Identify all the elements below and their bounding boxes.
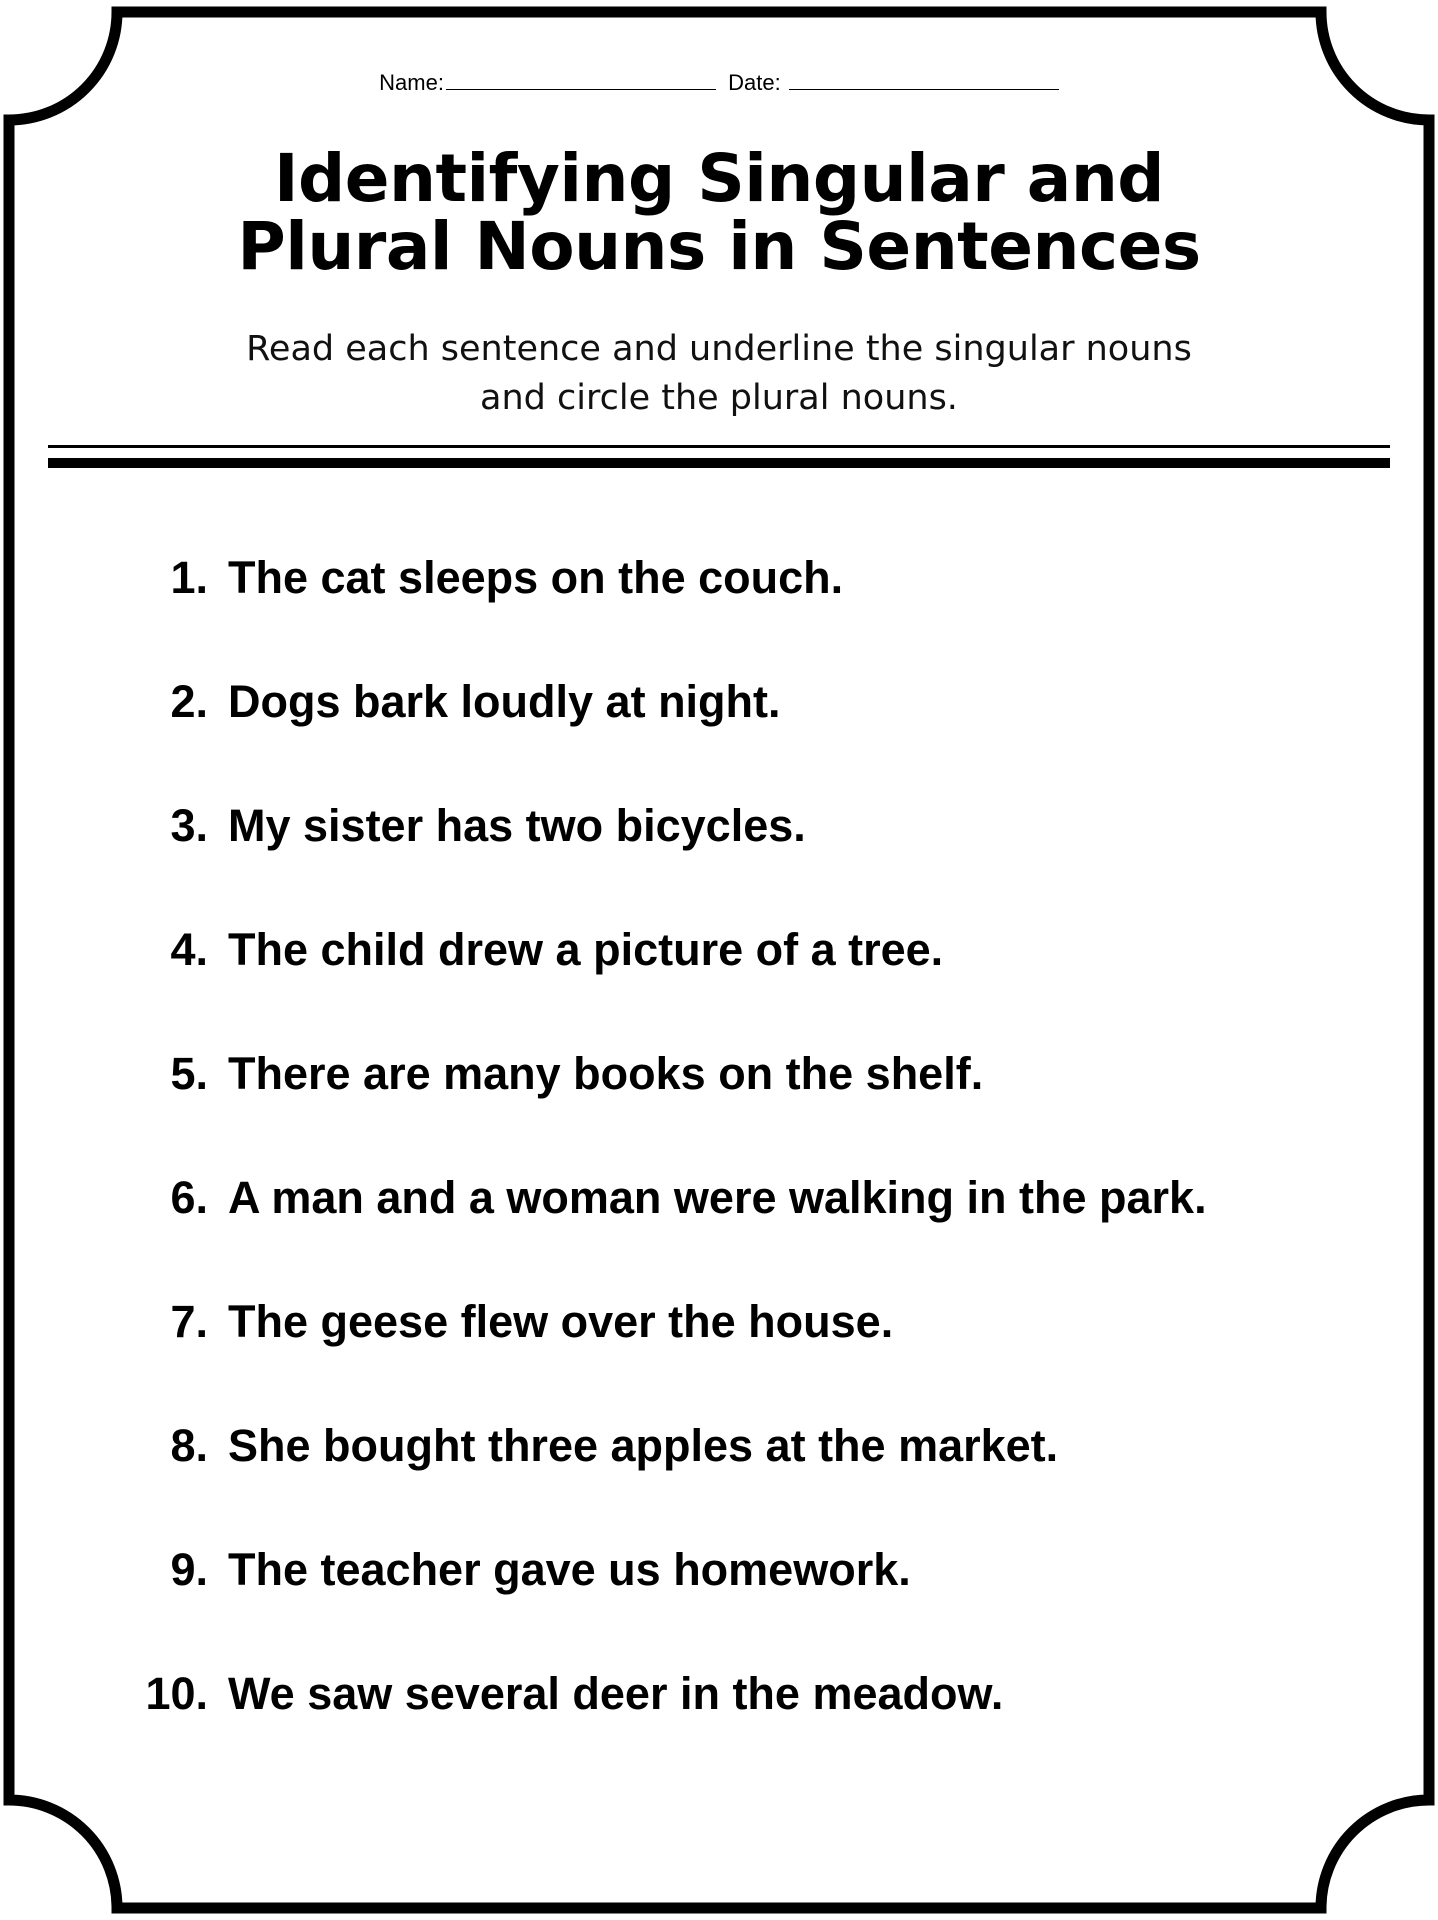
list-item [0,796,1438,856]
list-item [0,672,1438,732]
item-sentence: The child drew a picture of a tree. [228,924,944,975]
item-number: 6. [170,1172,208,1223]
item-number: 1. [170,552,208,603]
list-item [0,1044,1438,1104]
item-number: 9. [170,1544,208,1595]
list-item [0,1540,1438,1600]
divider-thin [48,445,1390,448]
divider-thick [48,458,1390,468]
item-sentence: The geese flew over the house. [228,1296,894,1347]
item-number: 8. [170,1420,208,1471]
list-item [0,1168,1438,1228]
title-line-1: Identifying Singular and [273,140,1165,217]
list-item [0,1292,1438,1352]
list-item [0,1416,1438,1476]
instructions [0,325,1438,423]
worksheet-title [0,140,1438,285]
item-number: 5. [170,1048,208,1099]
date-blank[interactable] [789,71,1059,90]
list-item [0,1664,1438,1724]
instructions-line-1: Read each sentence and underline the singular nouns [246,329,1192,369]
item-number: 7. [170,1296,208,1347]
item-number: 2. [170,676,208,727]
item-number: 10. [145,1668,208,1719]
item-sentence: My sister has two bicycles. [228,800,806,851]
item-number: 3. [170,800,208,851]
date-label: Date: [728,70,781,95]
list-item [0,548,1438,608]
name-date-fields [0,70,1438,96]
item-number: 4. [170,924,208,975]
instructions-line-2: and circle the plural nouns. [480,378,958,418]
name-blank[interactable] [446,71,716,90]
item-sentence: There are many books on the shelf. [228,1048,984,1099]
item-sentence: Dogs bark loudly at night. [228,676,781,727]
list-item [0,920,1438,980]
item-sentence: We saw several deer in the meadow. [228,1668,1004,1719]
title-line-2: Plural Nouns in Sentences [237,208,1201,285]
item-sentence: The teacher gave us homework. [228,1544,911,1595]
item-sentence: She bought three apples at the market. [228,1420,1059,1471]
item-sentence: A man and a woman were walking in the park. [228,1172,1207,1223]
item-sentence: The cat sleeps on the couch. [228,552,844,603]
name-label: Name: [379,70,444,95]
